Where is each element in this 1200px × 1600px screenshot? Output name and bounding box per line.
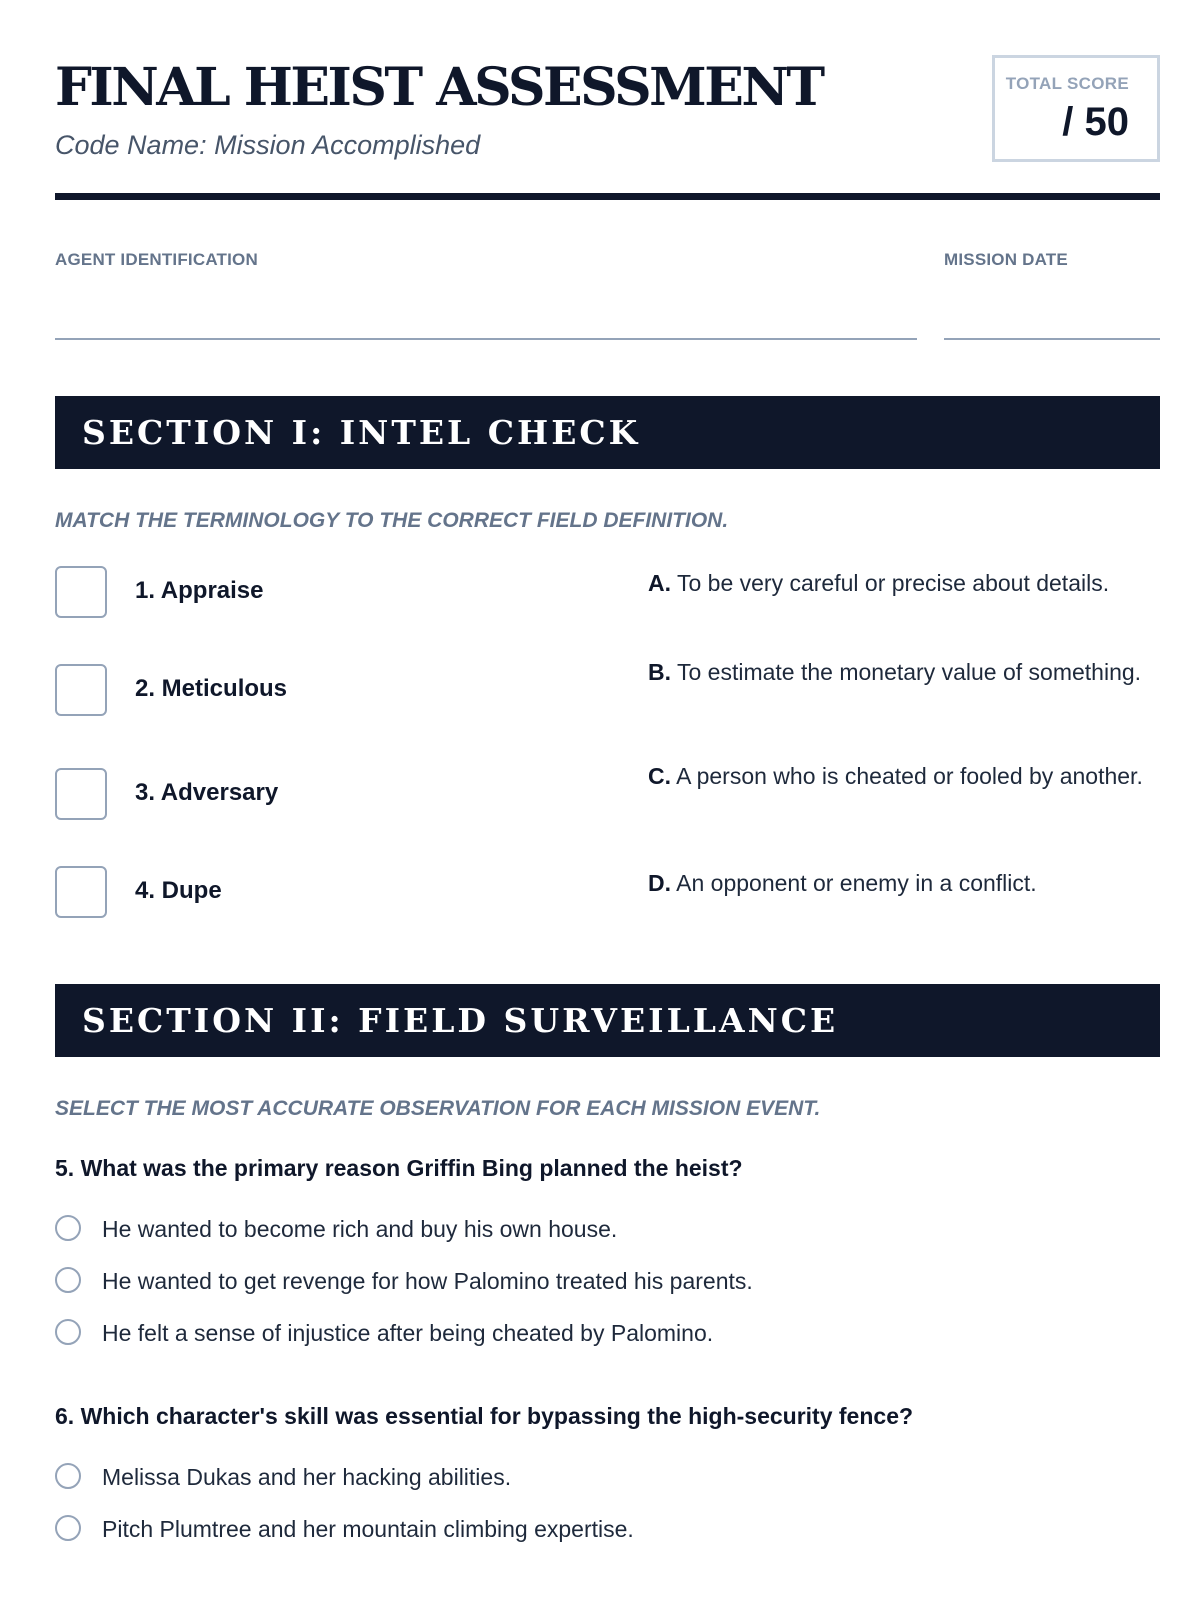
total-score-label: TOTAL SCORE: [1005, 74, 1129, 93]
answer-box-2[interactable]: [55, 664, 107, 716]
definition-a: [648, 566, 1160, 600]
assessment-page: [55, 0, 1160, 1542]
radio-button[interactable]: [55, 1267, 81, 1293]
definition-letter: D.: [648, 870, 671, 896]
answer-box-4[interactable]: [55, 866, 107, 918]
option-label: He wanted to get revenge for how Palomino treated his parents.: [102, 1268, 753, 1294]
question-6-option-2[interactable]: [55, 1514, 1160, 1544]
header-divider: [55, 193, 1160, 200]
page-title: FINAL HEIST ASSESSMENT: [55, 57, 823, 118]
section-1-instruction: MATCH THE TERMINOLOGY TO THE CORRECT FIELD DEFINITION.: [55, 509, 729, 532]
definition-text: To be very careful or precise about details.: [676, 570, 1110, 596]
mission-date-line[interactable]: [944, 338, 1160, 340]
section-1-header: [55, 396, 1160, 469]
radio-button[interactable]: [55, 1463, 81, 1489]
question-6-option-1[interactable]: [55, 1462, 1160, 1492]
agent-identification-field[interactable]: [55, 250, 917, 270]
radio-button[interactable]: [55, 1515, 81, 1541]
question-5: 5. What was the primary reason Griffin Bing planned the heist?: [55, 1155, 743, 1181]
section-2-title: SECTION II: FIELD SURVEILLANCE: [82, 1001, 839, 1040]
section-1-title: SECTION I: INTEL CHECK: [82, 413, 641, 452]
definition-b: [648, 655, 1160, 689]
term-4: 4. Dupe: [135, 877, 222, 904]
agent-identification-line[interactable]: [55, 338, 917, 340]
option-label: Pitch Plumtree and her mountain climbing expertise.: [102, 1516, 634, 1542]
question-5-option-1[interactable]: [55, 1214, 1160, 1244]
mission-date-label: MISSION DATE: [944, 250, 1068, 269]
code-name-subtitle: Code Name: Mission Accomplished: [55, 130, 481, 160]
definition-text: A person who is cheated or fooled by another.: [676, 763, 1143, 789]
definition-c: [648, 759, 1160, 793]
agent-identification-label: AGENT IDENTIFICATION: [55, 250, 258, 269]
term-2: 2. Meticulous: [135, 675, 288, 702]
question-5-option-3[interactable]: [55, 1318, 1160, 1348]
definition-letter: C.: [648, 763, 671, 789]
option-label: He felt a sense of injustice after being cheated by Palomino.: [102, 1320, 714, 1346]
total-score-box[interactable]: [992, 55, 1160, 162]
radio-button[interactable]: [55, 1319, 81, 1345]
term-1: 1. Appraise: [135, 577, 264, 604]
definition-d: [648, 866, 1160, 900]
agent-fields: [55, 250, 1160, 342]
header: [55, 0, 1160, 200]
section-2-instruction: SELECT THE MOST ACCURATE OBSERVATION FOR EACH MISSION EVENT.: [55, 1097, 821, 1120]
radio-button[interactable]: [55, 1215, 81, 1241]
definition-letter: A.: [648, 570, 671, 596]
option-label: Melissa Dukas and her hacking abilities.: [102, 1464, 512, 1490]
total-score-value: / 50: [1062, 100, 1129, 144]
mission-date-field[interactable]: [944, 250, 1160, 270]
answer-box-1[interactable]: [55, 566, 107, 618]
definition-letter: B.: [648, 659, 671, 685]
option-label: He wanted to become rich and buy his own house.: [102, 1216, 618, 1242]
definition-text: To estimate the monetary value of something.: [676, 659, 1142, 685]
question-5-option-2[interactable]: [55, 1266, 1160, 1296]
section-2-header: [55, 984, 1160, 1057]
question-6: 6. Which character's skill was essential for bypassing the high-security fence?: [55, 1403, 914, 1429]
answer-box-3[interactable]: [55, 768, 107, 820]
definition-text: An opponent or enemy in a conflict.: [676, 870, 1037, 896]
term-3: 3. Adversary: [135, 779, 279, 806]
